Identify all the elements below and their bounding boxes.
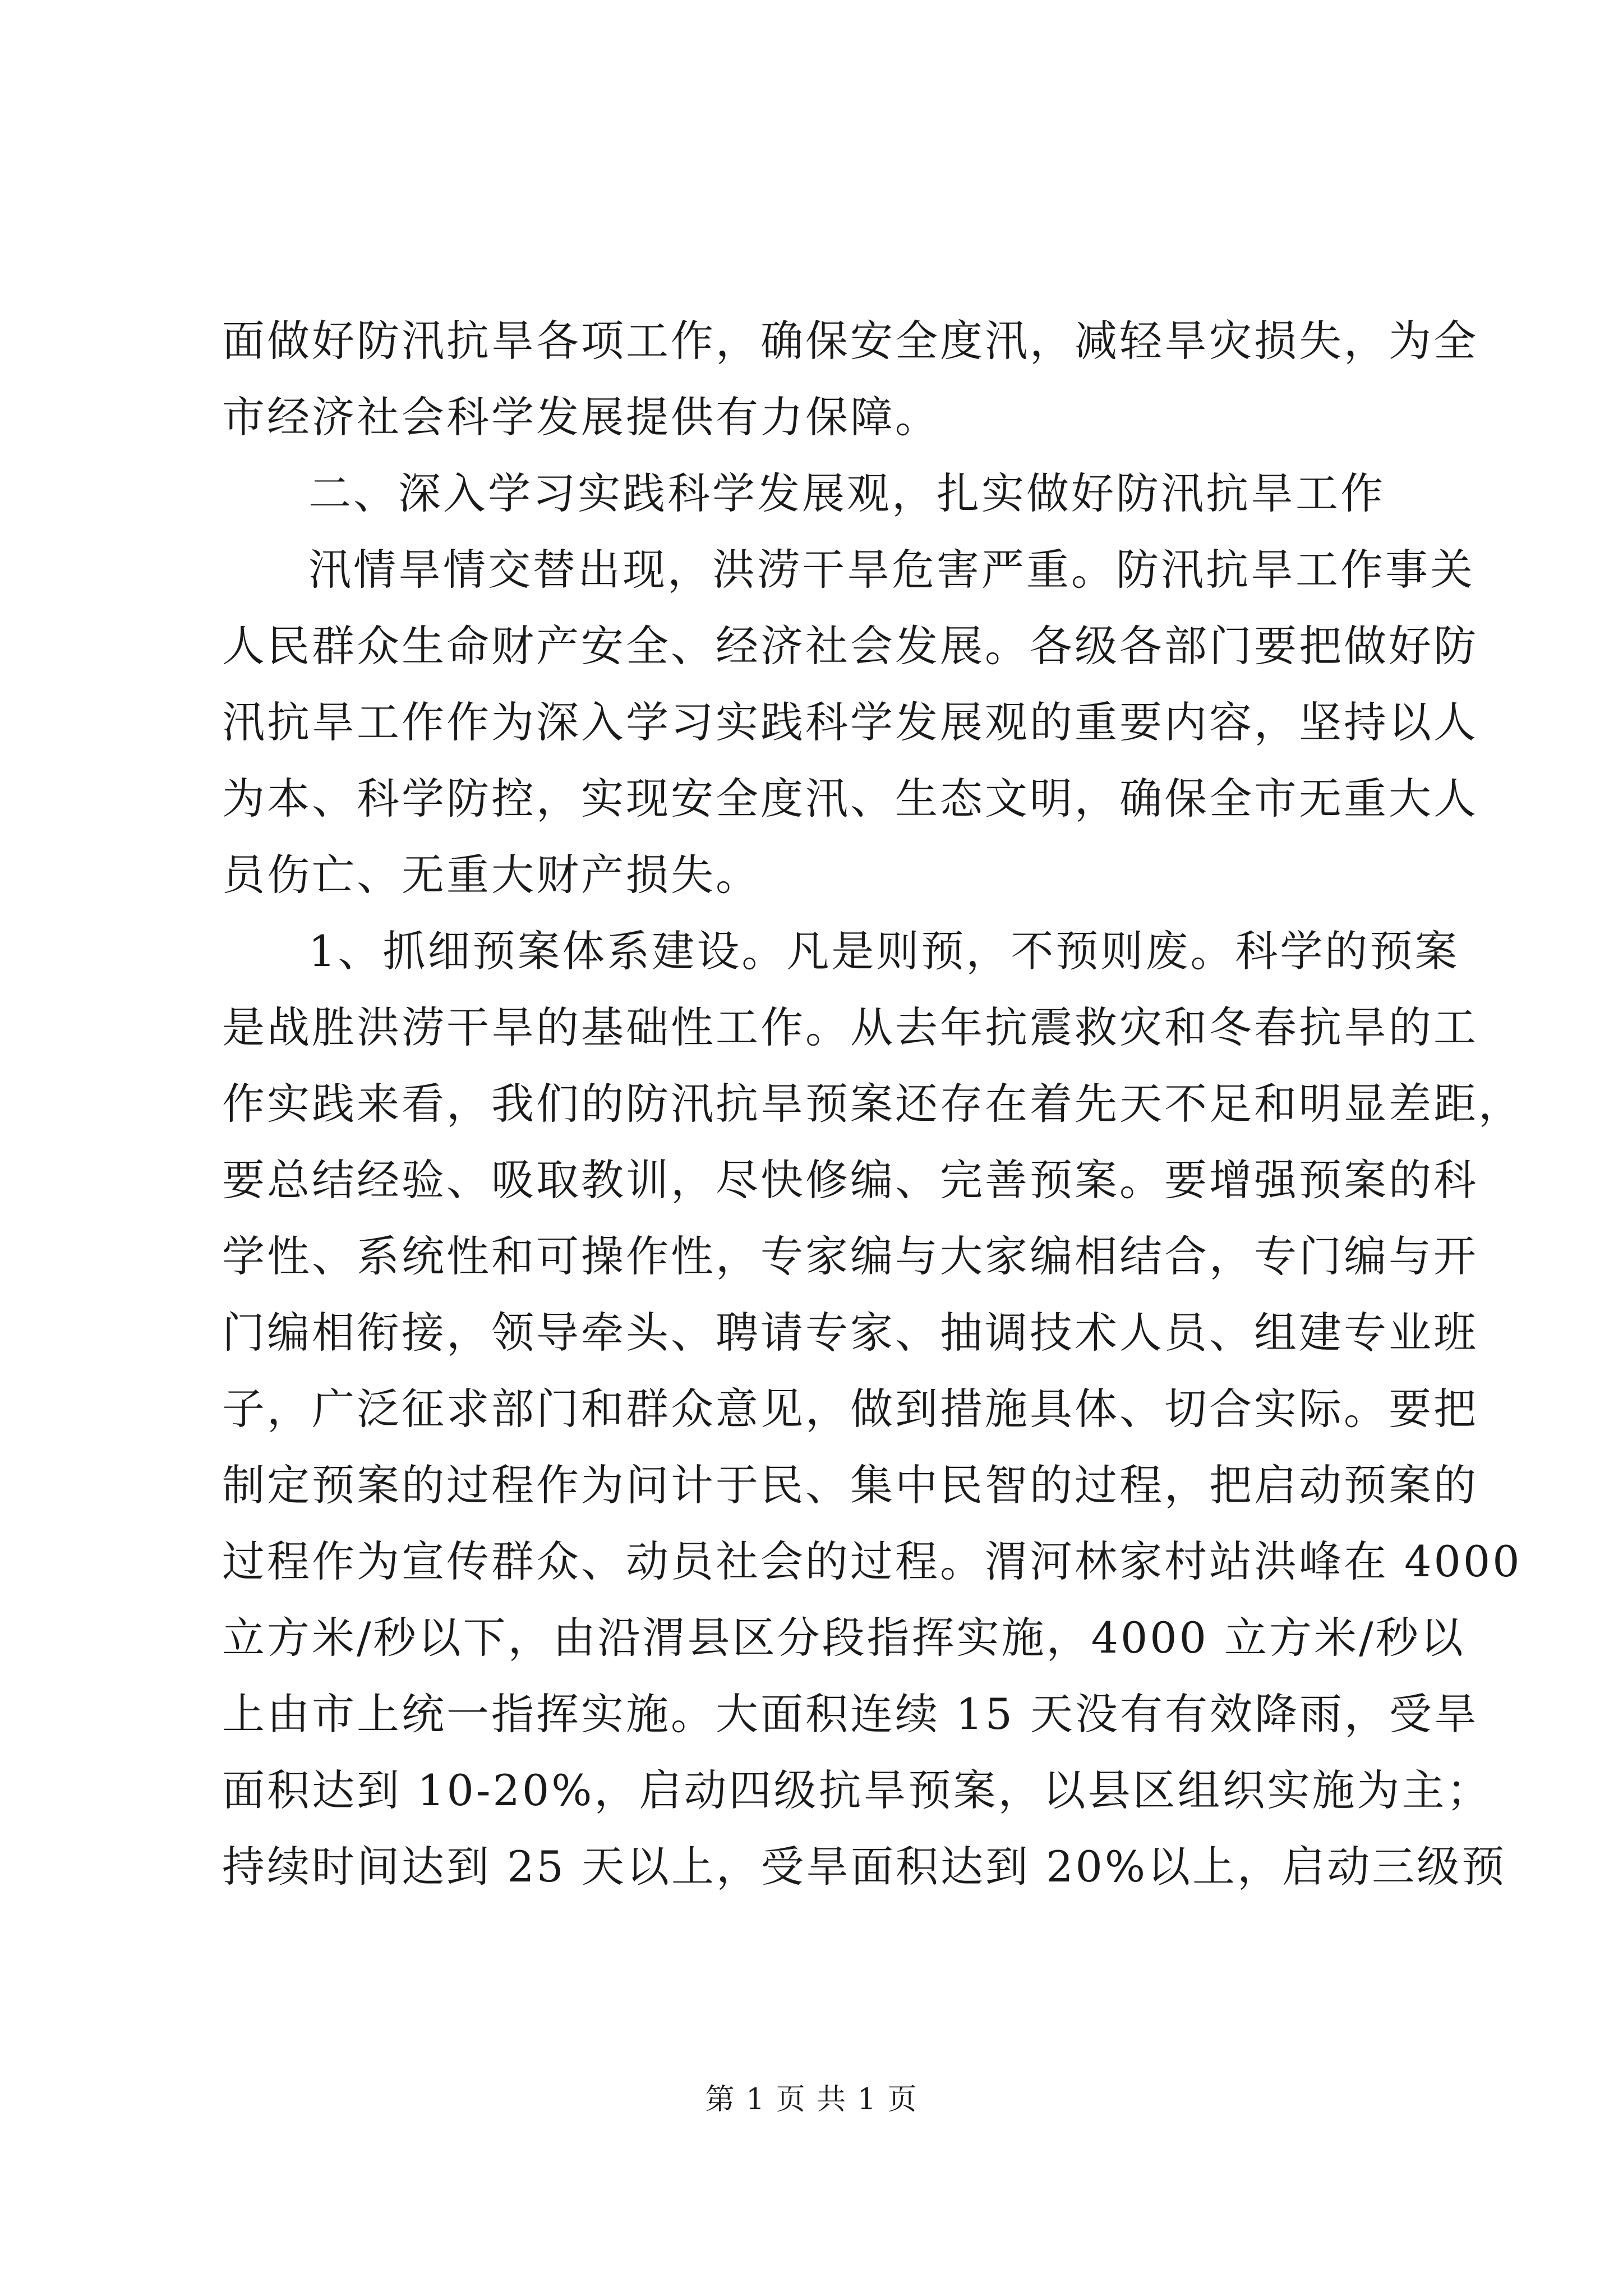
text-line: 学性、系统性和可操作性，专家编与大家编相结合，专门编与开 [222, 1231, 1478, 1281]
text-line: 员伤亡、无重大财产损失。 [222, 850, 760, 900]
text-line: 制定预案的过程作为问计于民、集中民智的过程，把启动预案的 [222, 1460, 1478, 1510]
text-line: 子，广泛征求部门和群众意见，做到措施具体、切合实际。要把 [222, 1384, 1478, 1434]
text-line: 作实践来看，我们的防汛抗旱预案还存在着先天不足和明显差距， [222, 1079, 1523, 1129]
text-line: 市经济社会科学发展提供有力保障。 [222, 392, 940, 442]
text-line: 持续时间达到 25 天以上，受旱面积达到 20%以上，启动三级预 [222, 1842, 1507, 1892]
text-line: 人民群众生命财产安全、经济社会发展。各级各部门要把做好防 [222, 621, 1478, 671]
text-line: 门编相衔接，领导牵头、聘请专家、抽调技术人员、组建专业班 [222, 1308, 1478, 1358]
text-line: 要总结经验、吸取教训，尽快修编、完善预案。要增强预案的科 [222, 1155, 1478, 1205]
page-number: 第 1 页 共 1 页 [705, 2083, 918, 2116]
section-heading: 二、深入学习实践科学发展观，扎实做好防汛抗旱工作 [308, 468, 1385, 518]
text-line: 汛抗旱工作作为深入学习实践科学发展观的重要内容，坚持以人 [222, 697, 1478, 747]
text-line: 是战胜洪涝干旱的基础性工作。从去年抗震救灾和冬春抗旱的工 [222, 1002, 1478, 1052]
text-line: 过程作为宣传群众、动员社会的过程。渭河林家村站洪峰在 4000 [222, 1536, 1522, 1586]
text-line: 1、抓细预案体系建设。凡是则预，不预则废。科学的预案 [308, 926, 1460, 976]
text-line: 面积达到 10-20%，启动四级抗旱预案，以县区组织实施为主； [222, 1765, 1492, 1815]
document-body [222, 303, 1523, 1905]
text-line: 上由市上统一指挥实施。大面积连续 15 天没有有效降雨，受旱 [222, 1689, 1479, 1739]
text-line: 为本、科学防控，实现安全度汛、生态文明，确保全市无重大人 [222, 774, 1478, 823]
text-line: 汛情旱情交替出现，洪涝干旱危害严重。防汛抗旱工作事关 [308, 545, 1475, 595]
text-line: 面做好防汛抗旱各项工作，确保安全度汛，减轻旱灾损失，为全 [222, 316, 1478, 366]
page-footer [0, 2080, 1623, 2119]
text-line: 立方米/秒以下，由沿渭县区分段指挥实施，4000 立方米/秒以 [222, 1613, 1465, 1663]
